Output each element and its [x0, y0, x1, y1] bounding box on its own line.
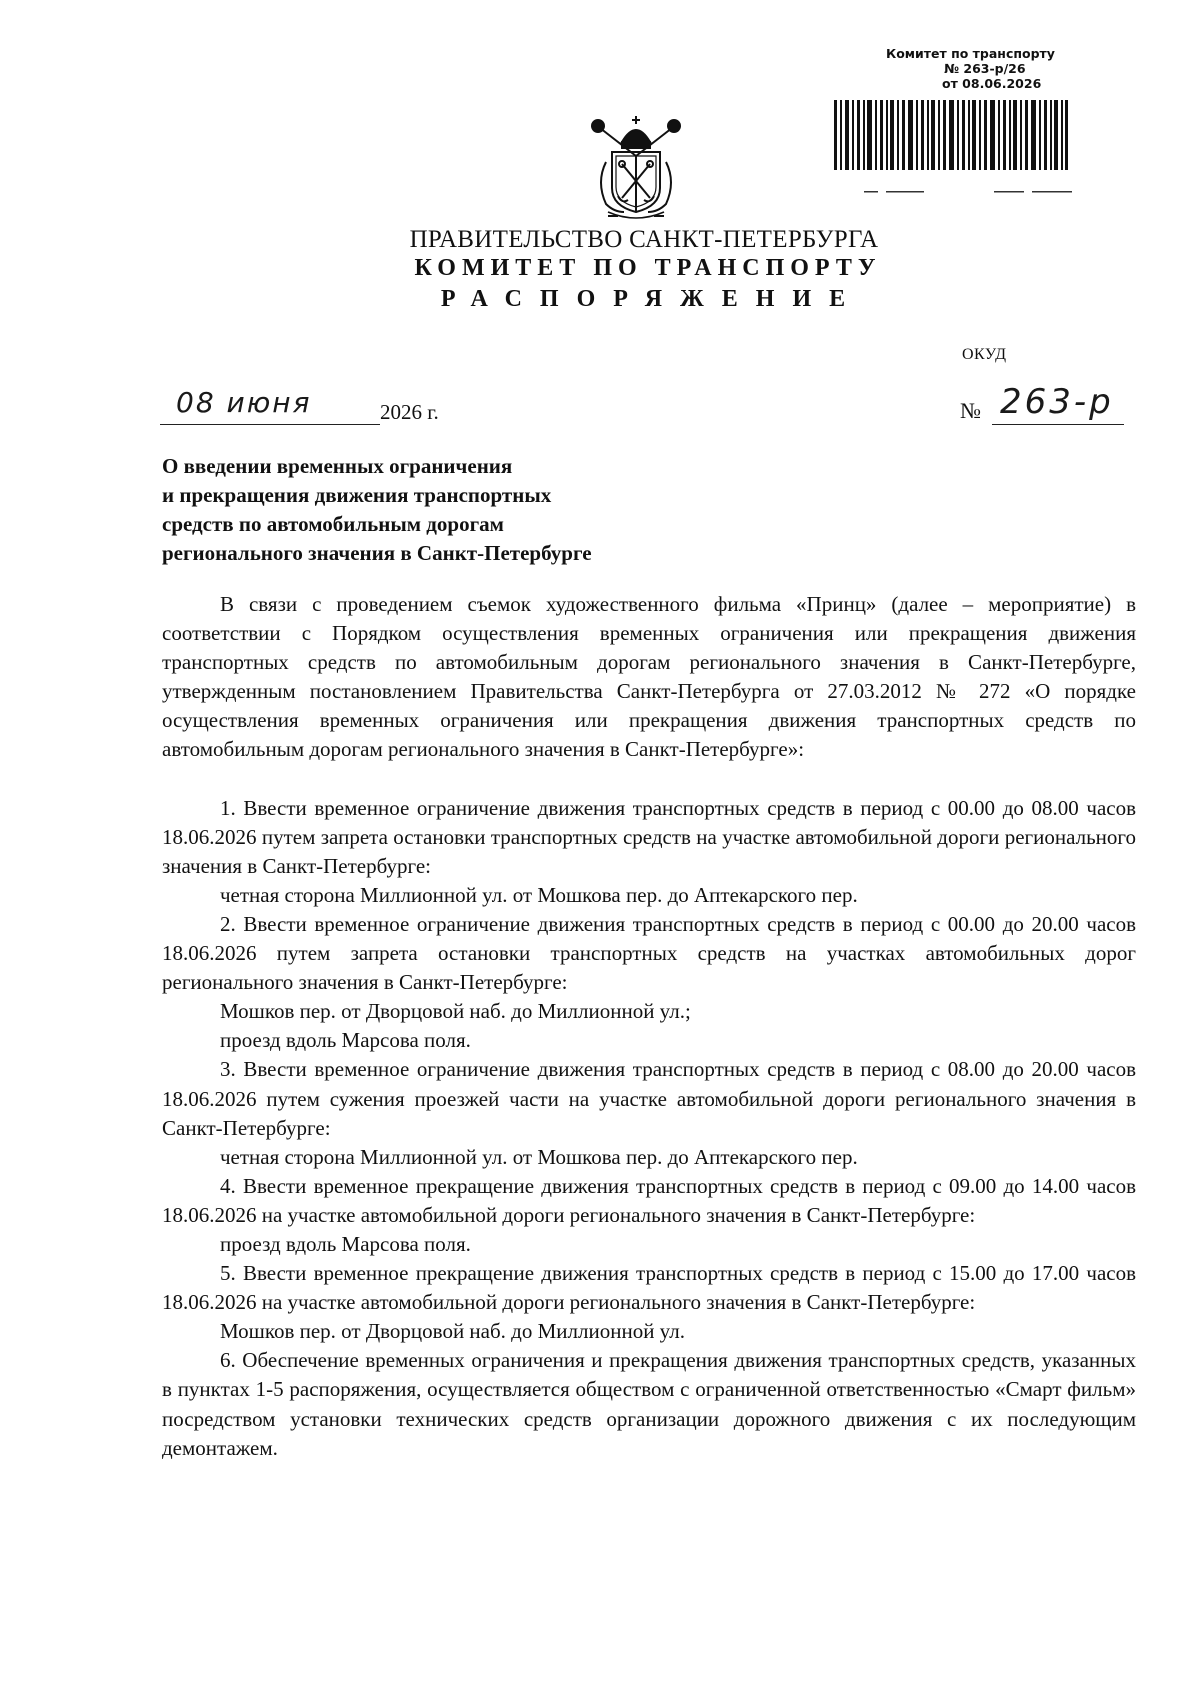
item-3-location: четная сторона Миллионной ул. от Мошкова пер. до Аптекарского пер.	[220, 1144, 858, 1169]
document-title	[162, 452, 722, 568]
item-2-location-a: Мошков пер. от Дворцовой наб. до Миллионной ул.;	[220, 999, 691, 1024]
committee-heading: КОМИТЕТ ПО ТРАНСПОРТУ	[414, 255, 882, 281]
number-sign: №	[960, 398, 981, 423]
stamp-number: № 263-р/26	[944, 61, 1026, 76]
document-body	[162, 590, 1136, 1463]
item-5: 5. Ввести временное прекращение движения транспортных средств в период с 15.00 до 17.00 часов 18.06.2026 на участке автомобильной дороги регионального значения в Санкт-Петербурге:	[162, 1261, 1136, 1315]
item-4: 4. Ввести временное прекращение движения транспортных средств в период с 09.00 до 14.00 часов 18.06.2026 на участке автомобильной дороги регионального значения в Санкт-Петербурге:	[162, 1173, 1136, 1227]
handwritten-date: 08 июня	[176, 386, 312, 419]
stamp-date: от 08.06.2026	[942, 76, 1042, 91]
government-heading: ПРАВИТЕЛЬСТВО САНКТ-ПЕТЕРБУРГА	[409, 226, 879, 253]
title-line: и прекращения движения транспортных	[162, 483, 552, 507]
item-2: 2. Ввести временное ограничение движения транспортных средств в период с 00.00 до 20.00 часов 18.06.2026 путем запрета остановки транспортных средств на участках автомобильных дорог регионального значения в Санкт-Петербурге:	[162, 911, 1136, 995]
registration-stamp	[832, 46, 1068, 91]
item-5-location: Мошков пер. от Дворцовой наб. до Миллионной ул.	[220, 1319, 685, 1344]
stamp-underline	[864, 190, 1074, 194]
title-line: регионального значения в Санкт-Петербурге	[162, 541, 592, 565]
title-line: средств по автомобильным дорогам	[162, 512, 504, 536]
item-6: 6. Обеспечение временных ограничения и прекращения движения транспортных средств, указанных в пунктах 1-5 распоряжения, осуществляется обществом с ограниченной ответственностью «Смарт фильм» посредством установки технических средств организации дорожного движения с их последующим демонтажем.	[162, 1348, 1136, 1460]
preamble-paragraph: В связи с проведением съемок художественного фильма «Принц» (далее – мероприятие) в соответствии с Порядком осуществления временных ограничения или прекращения движения транспортных средств по автомобильным дорогам регионального значения в Санкт-Петербурге, утвержденным постановлением Правительства Санкт-Петербурга от 27.03.2012 № 272 «О порядке осуществления временных ограничения или прекращения движения транспортных средств по автомобильным дорогам регионального значения в Санкт-Петербурге»:	[162, 592, 1136, 762]
document-type-heading: РАСПОРЯЖЕНИЕ	[440, 286, 864, 312]
item-1: 1. Ввести временное ограничение движения транспортных средств в период с 00.00 до 08.00 часов 18.06.2026 путем запрета остановки транспортных средств на участке автомобильной дороги регионального значения в Санкт-Петербурге:	[162, 795, 1136, 878]
coat-of-arms-icon	[578, 112, 694, 224]
title-line: О введении временных ограничения	[162, 454, 513, 478]
item-4-location: проезд вдоль Марсова поля.	[220, 1231, 471, 1256]
item-1-location: четная сторона Миллионной ул. от Мошкова пер. до Аптекарского пер.	[220, 882, 858, 907]
handwritten-number: 263-р	[1000, 382, 1114, 422]
date-year: 2026 г.	[380, 400, 439, 424]
okud-label: ОКУД	[962, 346, 1007, 363]
item-2-location-b: проезд вдоль Марсова поля.	[220, 1028, 471, 1053]
item-3: 3. Ввести временное ограничение движения транспортных средств в период с 08.00 до 20.00 часов 18.06.2026 путем сужения проезжей части на участке автомобильной дороги регионального значения в Санкт-Петербурге:	[162, 1057, 1136, 1140]
barcode	[834, 100, 1068, 170]
paragraph-gap	[162, 765, 1136, 794]
stamp-committee: Комитет по транспорту	[886, 46, 1055, 61]
